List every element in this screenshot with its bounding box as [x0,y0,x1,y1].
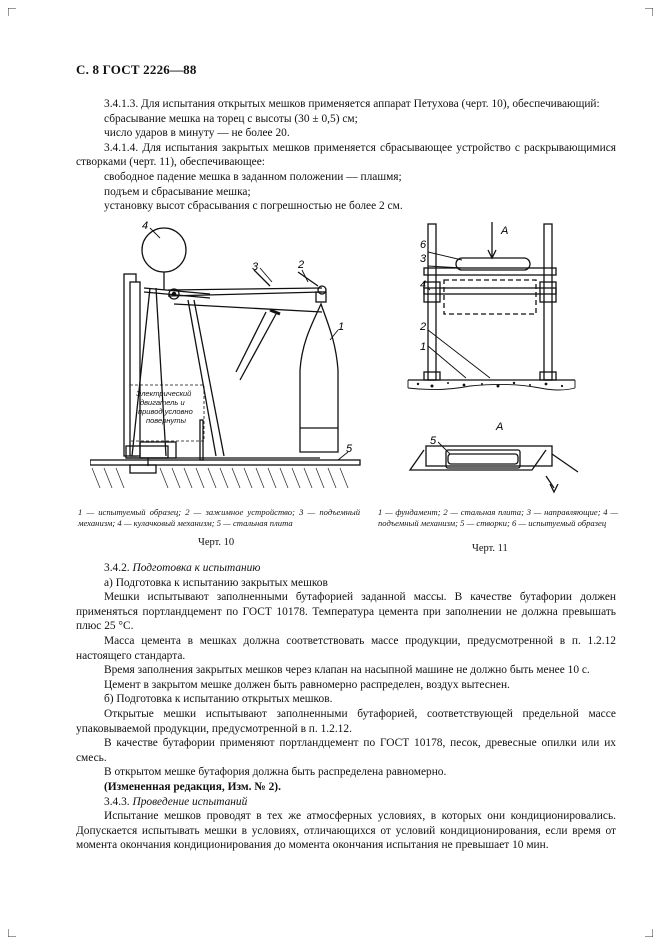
section-title: Подготовка к испытанию [132,562,261,574]
figure-10-number-3: 3 [252,261,259,273]
figure-11-number-4: 4 [420,279,427,291]
corner-mark-top-right [645,8,653,16]
corner-mark-bottom-right [645,929,653,937]
corner-mark-bottom-left [8,929,16,937]
figure-10-inset-text: привод условно [138,407,193,416]
figure-11-number-6: 6 [420,239,427,251]
section-3-4-2-heading [76,561,616,576]
list-item: свободное падение мешка в заданном положении — плашмя; [104,170,402,183]
figure-11-number-2: 2 [420,321,427,333]
top-text [76,97,616,214]
list-item: подъем и сбрасывание мешка; [104,185,251,198]
figure-10-label: Черт. 10 [198,537,235,548]
paragraph: В качестве бутафории применяют портландцемент по ГОСТ 10178, песок, древесные опилки или их смесь. [76,737,616,764]
figure-11-number-3: 3 [420,253,427,265]
figure-10-number-5: 5 [346,443,353,455]
paragraph-3-4-1-3: 3.4.1.3. Для испытания открытых мешков применяется аппарат Петухова (черт. 10), обеспечивающий: [104,98,600,110]
paragraph-3-4-1-4: 3.4.1.4. Для испытания закрытых мешков применяется сбрасывающее устройство с раскрывающимися створками (черт. 11), обеспечивающее: [76,141,616,169]
subsection-a: а) Подготовка к испытанию закрытых мешков [104,576,328,589]
figure-11-arrow-letter: А [501,225,509,237]
figure-10-drawing [90,220,365,500]
section-number: 3.4.2. [104,562,130,574]
paragraph: Время заполнения закрытых мешков через клапан на насыпной машине не должно быть менее 10 с. [104,664,590,677]
paragraph: Открытые мешки испытывают заполненными бутафорией, соответствующей предельной массе упаковываемой продукции, предусмотренной в п. 1.2.12. [76,707,616,735]
subsection-b: б) Подготовка к испытанию открытых мешков. [104,693,333,706]
figure-10-number-4: 4 [142,220,149,232]
amendment-note: (Измененная редакция, Изм. № 2). [104,780,281,793]
paragraph: Испытание мешков проводят в тех же атмосферных условиях, в которых они кондиционировались. Допускается испытывать мешки в условиях, отличающихся от условий кондиционирования, если время от момента окончания кондиционирования до момента окончания испытания не превышает 10 мин. [76,810,616,852]
list-item: сбрасывание мешка на торец с высоты (30 ± 0,5) см; [104,112,358,125]
figure-10-inset-text: повернуты [146,416,187,425]
figure-10-caption: 1 — испытуемый образец; 2 — зажимное устройство; 3 — подъемный механизм; 4 — кулачковый механизм; 5 — стальная плита [78,507,360,528]
list-item: установку высот сбрасывания с погрешностью не более 2 см. [104,200,403,213]
figure-11-number-1: 1 [420,341,427,353]
figure-11-drawing [400,218,620,508]
section-number: 3.4.3. [104,795,130,808]
figure-10-inset-text: Электрический [136,389,192,398]
figure-10-number-1: 1 [338,321,345,333]
page-header: С. 8 ГОСТ 2226—88 [76,62,197,77]
list-item: число ударов в минуту — не более 20. [104,127,290,140]
figure-11-number-5: 5 [430,435,437,447]
section-3-4-3-heading [76,795,616,810]
figure-11-view-letter: А [496,421,504,433]
paragraph: Цемент в закрытом мешке должен быть равномерно распределен, воздух вытеснен. [104,678,510,691]
figure-10-number-2: 2 [298,259,305,271]
lower-text [76,561,616,853]
paragraph: В открытом мешке бутафория должна быть распределена равномерно. [104,766,447,779]
paragraph: Масса цемента в мешках должна соответствовать массе продукции, предусмотренной в п. 1.2.12 настоящего стандарта. [76,634,616,662]
figure-11-label: Черт. 11 [472,543,508,554]
section-title: Проведение испытаний [132,795,248,808]
paragraph: Мешки испытывают заполненными бутафорией заданной массы. В качестве бутафории должен применяться портландцемент по ГОСТ 10178. Температура цемента при заполнении не должна превышать плюс 25 °С. [76,591,616,633]
figure-11-caption: 1 — фундамент; 2 — стальная плита; 3 — направляющие; 4 — подъемный механизм; 5 — створки; 6 — испытуемый образец [378,507,618,528]
corner-mark-top-left [8,8,16,16]
figure-10-inset-text: двигатель и [140,398,185,407]
